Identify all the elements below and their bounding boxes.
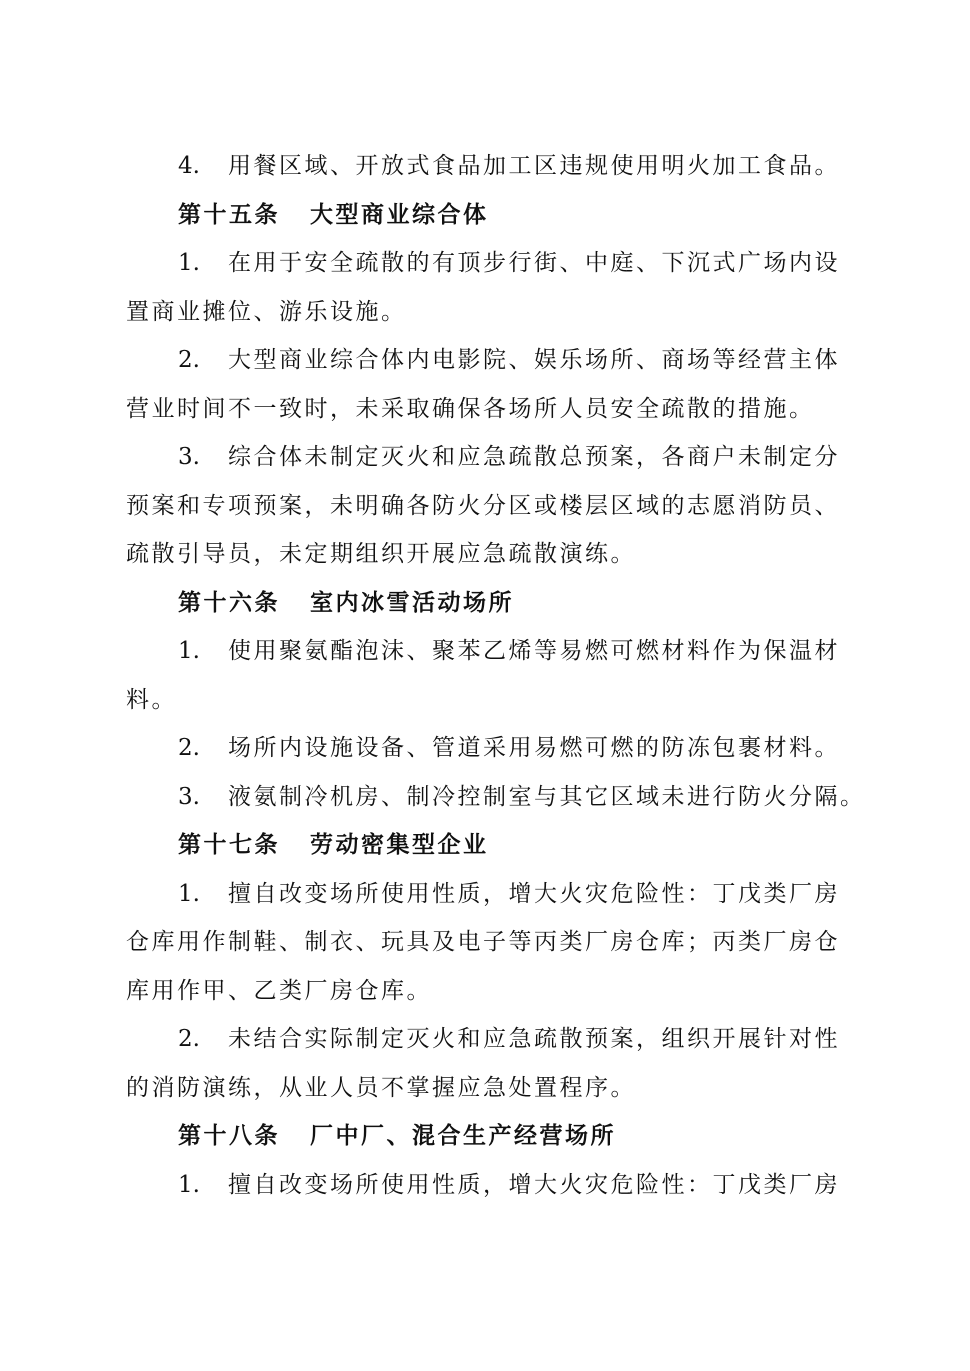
item-text: 在用于安全疏散的有顶步行街、中庭、下沉式广场内设	[228, 250, 840, 276]
list-item	[126, 1015, 866, 1064]
item-number: 4.	[178, 153, 200, 179]
document-body	[126, 142, 866, 1209]
item-text: 场所内设施设备、管道采用易燃可燃的防冻包裹材料。	[228, 735, 840, 761]
item-text: 用餐区域、开放式食品加工区违规使用明火加工食品。	[228, 153, 840, 179]
article-heading	[126, 191, 866, 240]
item-number: 1.	[178, 638, 200, 664]
item-number: 2.	[178, 1026, 200, 1052]
item-text: 使用聚氨酯泡沫、聚苯乙烯等易燃可燃材料作为保温材	[228, 638, 840, 664]
list-item	[126, 239, 866, 288]
item-number: 2.	[178, 735, 200, 761]
list-item	[126, 1161, 866, 1210]
continuation-line: 预案和专项预案，未明确各防火分区或楼层区域的志愿消防员、	[126, 492, 840, 519]
list-item	[126, 773, 866, 822]
article-number: 第十六条	[178, 588, 280, 616]
article-heading	[126, 579, 866, 628]
item-number: 1.	[178, 1171, 200, 1198]
item-number: 1.	[178, 250, 200, 276]
item-text: 擅自改变场所使用性质，增大火灾危险性：丁戊类厂房	[228, 880, 840, 907]
list-item	[126, 433, 866, 482]
continuation-line: 疏散引导员，未定期组织开展应急疏散演练。	[126, 541, 636, 567]
article-number: 第十八条	[178, 1122, 280, 1149]
list-item	[126, 627, 866, 676]
continuation-line: 料。	[126, 686, 177, 713]
continuation-line: 的消防演练，从业人员不掌握应急处置程序。	[126, 1074, 636, 1101]
item-number: 1.	[178, 880, 200, 907]
continuation-line: 置商业摊位、游乐设施。	[126, 298, 407, 325]
article-heading	[126, 821, 866, 870]
list-item	[126, 336, 866, 385]
article-title: 大型商业综合体	[310, 200, 489, 228]
list-item	[126, 724, 866, 773]
list-item	[126, 142, 866, 191]
item-number: 3.	[178, 444, 200, 470]
item-text: 未结合实际制定灭火和应急疏散预案，组织开展针对性	[228, 1026, 840, 1052]
item-number: 2.	[178, 347, 200, 373]
item-text: 擅自改变场所使用性质，增大火灾危险性：丁戊类厂房	[228, 1171, 840, 1198]
article-title: 室内冰雪活动场所	[310, 588, 514, 616]
item-text: 综合体未制定灭火和应急疏散总预案，各商户未制定分	[228, 444, 840, 470]
item-text: 大型商业综合体内电影院、娱乐场所、商场等经营主体	[228, 347, 840, 373]
article-number: 第十五条	[178, 200, 280, 228]
article-title: 劳动密集型企业	[310, 831, 489, 858]
item-text: 液氨制冷机房、制冷控制室与其它区域未进行防火分隔。	[228, 783, 866, 810]
article-number: 第十七条	[178, 831, 280, 858]
list-item	[126, 870, 866, 919]
item-number: 3.	[178, 783, 200, 810]
continuation-line: 仓库用作制鞋、制衣、玩具及电子等丙类厂房仓库；丙类厂房仓	[126, 929, 840, 955]
article-title: 厂中厂、混合生产经营场所	[310, 1122, 616, 1149]
continuation-line: 营业时间不一致时，未采取确保各场所人员安全疏散的措施。	[126, 395, 815, 422]
continuation-line: 库用作甲、乙类厂房仓库。	[126, 977, 432, 1004]
article-heading	[126, 1112, 866, 1161]
